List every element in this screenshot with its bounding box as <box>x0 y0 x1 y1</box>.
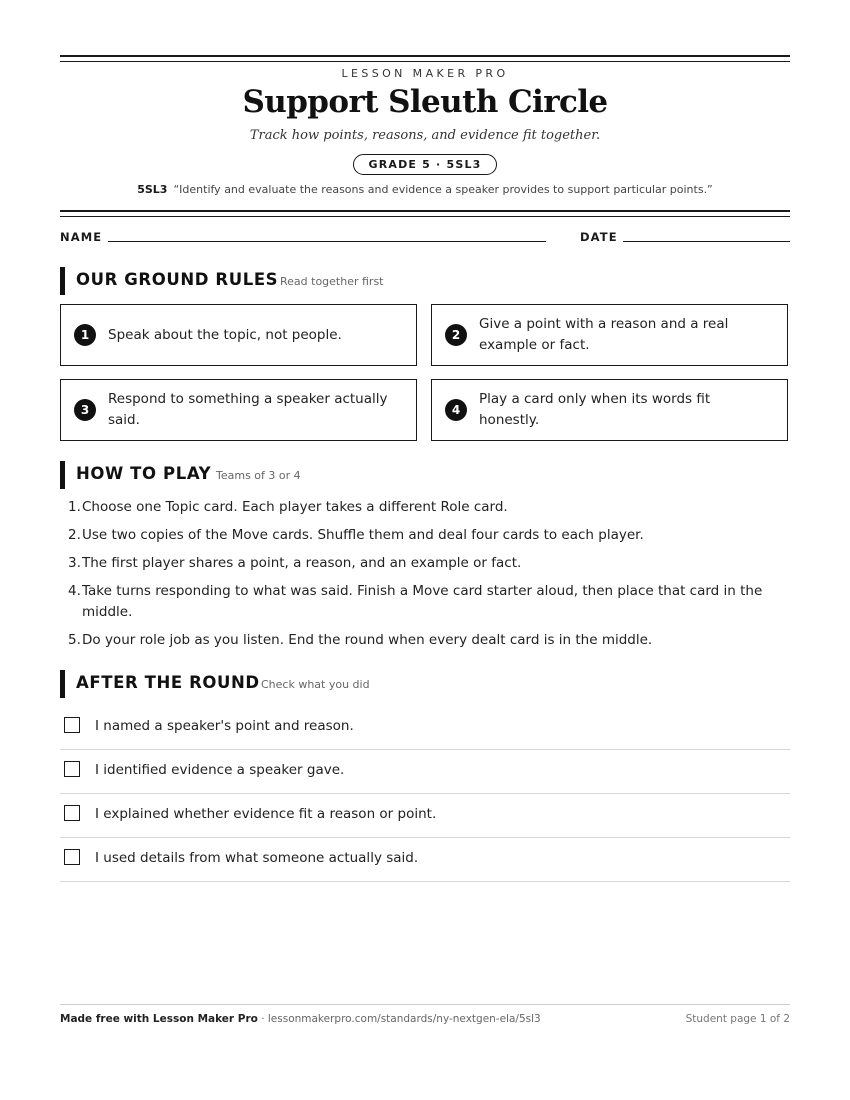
page-subtitle: Track how points, reasons, and evidence fit together. <box>249 128 601 143</box>
worksheet-page <box>60 0 790 1100</box>
grade-standard-badge: GRADE 5 · 5SL3 <box>353 154 496 175</box>
checkbox[interactable] <box>64 761 80 777</box>
play-steps-list <box>60 497 790 658</box>
rule-text: Play a card only when its words fit honestly. <box>479 391 711 428</box>
section-hint: Check what you did <box>261 678 370 691</box>
checklist-item <box>60 794 790 838</box>
section-heading: OUR GROUND RULES <box>76 270 279 289</box>
rule-number-badge: 1 <box>74 324 96 346</box>
play-step <box>60 525 790 546</box>
section-ground-rules <box>60 267 790 295</box>
section-heading: HOW TO PLAY <box>76 464 212 483</box>
checklist-label: I named a speaker's point and reason. <box>95 718 354 734</box>
checklist-item <box>60 706 790 750</box>
checkbox[interactable] <box>64 805 80 821</box>
footer-made-by: Made free with Lesson Maker Pro <box>60 1013 258 1025</box>
step-text: Use two copies of the Move cards. Shuffle them and deal four cards to each player. <box>82 527 644 543</box>
ground-rule-card <box>431 379 788 441</box>
reflection-checklist <box>60 706 790 882</box>
checklist-label: I explained whether evidence fit a reason or point. <box>95 806 437 822</box>
standard-code: 5SL3 <box>137 183 168 196</box>
step-number: 5. <box>68 632 81 648</box>
footer-separator: · <box>257 1013 268 1025</box>
top-double-rule <box>60 55 790 62</box>
footer-credit <box>60 1013 541 1025</box>
footer-url-link[interactable]: lessonmakerpro.com/standards/ny-nextgen-ela/5sl3 <box>267 1013 541 1025</box>
checklist-item <box>60 750 790 794</box>
ground-rule-card <box>431 304 788 366</box>
standard-statement <box>60 183 790 196</box>
rule-text: Speak about the topic, not people. <box>108 326 342 343</box>
ground-rule-card <box>60 379 417 441</box>
checklist-label: I used details from what someone actually said. <box>95 850 419 866</box>
date-label: DATE <box>580 230 618 244</box>
page-title: Support Sleuth Circle <box>242 84 608 120</box>
header-bottom-double-rule <box>60 210 790 217</box>
standard-text: “Identify and evaluate the reasons and evidence a speaker provides to support particular points.” <box>173 183 713 196</box>
step-number: 2. <box>68 527 81 543</box>
section-heading: AFTER THE ROUND <box>76 673 260 692</box>
play-step <box>60 581 790 623</box>
step-number: 4. <box>68 583 81 599</box>
section-hint: Read together first <box>280 275 384 288</box>
rule-number-badge: 4 <box>445 399 467 421</box>
section-after-round <box>60 670 790 698</box>
rule-number-badge: 2 <box>445 324 467 346</box>
section-how-to-play <box>60 461 790 489</box>
step-number: 3. <box>68 555 81 571</box>
section-accent-bar <box>60 670 65 698</box>
section-accent-bar <box>60 267 65 295</box>
name-date-row <box>60 230 790 246</box>
date-field-line[interactable] <box>623 241 790 242</box>
checkbox[interactable] <box>64 849 80 865</box>
footer-page-label: Student page 1 of 2 <box>685 1013 790 1025</box>
page-footer <box>60 1004 790 1025</box>
step-text: Take turns responding to what was said. Finish a Move card starter aloud, then place that card in the middle. <box>82 583 763 620</box>
brand-name: LESSON MAKER PRO <box>341 67 509 80</box>
step-text: Choose one Topic card. Each player takes a different Role card. <box>82 499 508 515</box>
step-text: The first player shares a point, a reason, and an example or fact. <box>82 555 522 571</box>
name-field-line[interactable] <box>108 241 546 242</box>
name-label: NAME <box>60 230 103 244</box>
step-text: Do your role job as you listen. End the round when every dealt card is in the middle. <box>82 632 653 648</box>
section-accent-bar <box>60 461 65 489</box>
play-step <box>60 553 790 574</box>
rule-text: Respond to something a speaker actually said. <box>108 391 388 428</box>
step-number: 1. <box>68 499 81 515</box>
badge-container <box>60 153 790 175</box>
play-step <box>60 497 790 518</box>
checkbox[interactable] <box>64 717 80 733</box>
ground-rule-card <box>60 304 417 366</box>
checklist-item <box>60 838 790 882</box>
checklist-label: I identified evidence a speaker gave. <box>95 762 345 778</box>
rule-text: Give a point with a reason and a real example or fact. <box>479 316 729 353</box>
section-hint: Teams of 3 or 4 <box>216 469 301 482</box>
rule-number-badge: 3 <box>74 399 96 421</box>
play-step <box>60 630 790 651</box>
